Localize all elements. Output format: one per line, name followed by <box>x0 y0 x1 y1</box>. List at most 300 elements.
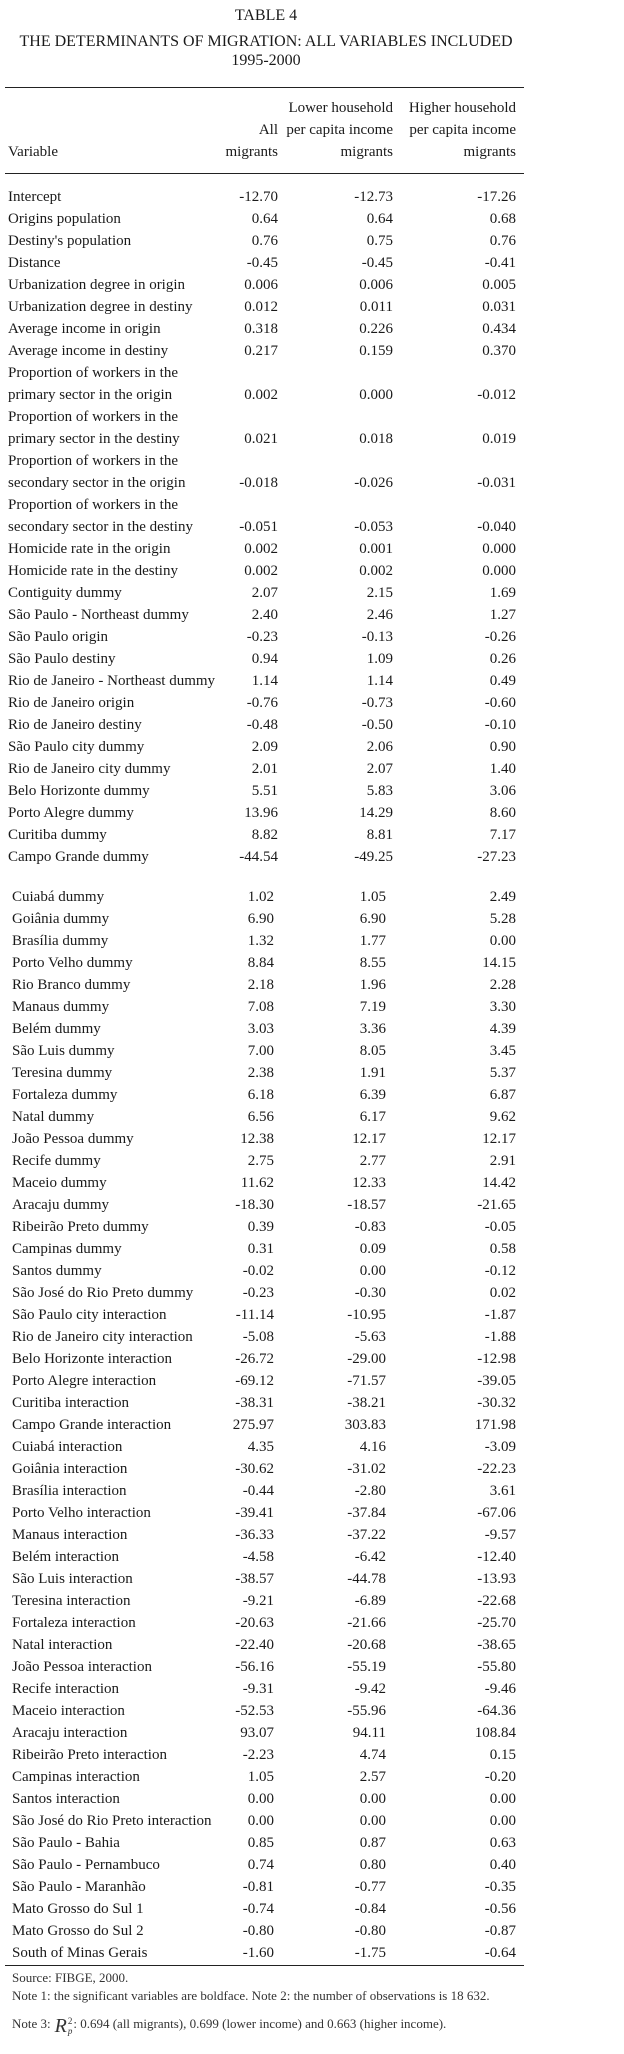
variable-label-line: Origins population <box>8 211 121 227</box>
header-line: migrants <box>340 144 393 160</box>
variable-label-line: São Paulo - Northeast dummy <box>8 607 189 623</box>
table-row <box>8 974 528 996</box>
value-all-migrants: -1.60 <box>242 1945 274 1961</box>
variable-label-line: Distance <box>8 255 61 271</box>
value-higher-income: -22.68 <box>477 1593 516 1609</box>
variable-label <box>12 1392 129 1414</box>
variable-label <box>12 908 109 930</box>
value-higher-income: -0.05 <box>484 1219 516 1235</box>
variable-label <box>12 1810 212 1832</box>
variable-label <box>12 1040 115 1062</box>
value-lower-income: 8.81 <box>366 827 393 843</box>
value-lower-income: -0.77 <box>354 1879 386 1895</box>
variable-label <box>12 1304 167 1326</box>
value-all-migrants: -44.54 <box>239 849 278 865</box>
value-all-migrants: -0.23 <box>242 1285 274 1301</box>
value-higher-income: -64.36 <box>477 1703 516 1719</box>
table-row <box>8 780 528 802</box>
variable-label-line: Belo Horizonte interaction <box>12 1351 172 1367</box>
variable-label <box>12 1854 160 1876</box>
value-all-migrants: 2.38 <box>247 1065 274 1081</box>
value-higher-income: 0.76 <box>489 233 516 249</box>
value-lower-income: 2.06 <box>366 739 393 755</box>
value-all-migrants: -38.57 <box>235 1571 274 1587</box>
table-row <box>8 296 528 318</box>
value-all-migrants: 2.01 <box>251 761 278 777</box>
variable-label <box>8 736 144 758</box>
value-lower-income: -5.63 <box>354 1329 386 1345</box>
value-all-migrants: 0.021 <box>244 431 278 447</box>
value-lower-income: -37.84 <box>347 1505 386 1521</box>
table-row <box>8 1920 528 1942</box>
variable-label-line: Rio de Janeiro destiny <box>8 717 142 733</box>
value-lower-income: 0.001 <box>359 541 393 557</box>
value-lower-income: -10.95 <box>347 1307 386 1323</box>
value-all-migrants: -0.44 <box>242 1483 274 1499</box>
value-higher-income: -30.32 <box>477 1395 516 1411</box>
variable-label <box>8 604 189 626</box>
table-row <box>8 952 528 974</box>
value-higher-income: 7.17 <box>489 827 516 843</box>
value-all-migrants: 0.76 <box>251 233 278 249</box>
variable-label <box>12 1326 193 1348</box>
value-higher-income: 5.37 <box>489 1065 516 1081</box>
variable-label <box>8 318 161 340</box>
value-higher-income: 3.61 <box>489 1483 516 1499</box>
variable-label-line: São Paulo city interaction <box>12 1307 167 1323</box>
table-row <box>8 362 528 406</box>
variable-label-line: Average income in destiny <box>8 343 169 359</box>
value-all-migrants: 3.03 <box>247 1021 274 1037</box>
table-number: TABLE 4 <box>234 7 298 24</box>
value-lower-income: 1.77 <box>359 933 386 949</box>
variable-label <box>12 1106 94 1128</box>
variable-label-line: João Pessoa interaction <box>12 1659 152 1675</box>
table-row <box>8 340 528 362</box>
value-lower-income: -0.80 <box>354 1923 386 1939</box>
value-all-migrants: 2.09 <box>251 739 278 755</box>
table-row <box>8 648 528 670</box>
variable-label <box>12 1788 120 1810</box>
source-note: Source: FIBGE, 2000. <box>12 1970 129 1985</box>
variable-label-line: Natal dummy <box>12 1109 95 1125</box>
variable-label <box>8 802 134 824</box>
table-row <box>8 450 528 494</box>
table-row <box>8 802 528 824</box>
value-all-migrants: 8.82 <box>251 827 278 843</box>
value-lower-income: 0.006 <box>359 277 393 293</box>
table-row <box>8 692 528 714</box>
r-squared-symbol <box>55 2013 73 2037</box>
variable-label <box>12 1942 147 1964</box>
value-all-migrants: 2.07 <box>251 585 278 601</box>
value-higher-income: -0.35 <box>484 1879 516 1895</box>
variable-label-line: Santos interaction <box>12 1791 120 1807</box>
table-body <box>8 186 528 1964</box>
header-line: migrants <box>463 144 516 160</box>
value-lower-income: -20.68 <box>347 1637 386 1653</box>
variable-label-line: Mato Grosso do Sul 1 <box>12 1901 144 1917</box>
variable-label <box>8 230 131 252</box>
variable-label <box>12 1656 152 1678</box>
table-row <box>8 1128 528 1150</box>
variable-label-line: Porto Velho dummy <box>12 955 133 971</box>
variable-label-line: Rio de Janeiro origin <box>8 695 135 711</box>
value-lower-income: -0.84 <box>354 1901 386 1917</box>
value-higher-income: -0.040 <box>477 519 516 535</box>
value-higher-income: -13.93 <box>477 1571 516 1587</box>
value-all-migrants: -0.81 <box>242 1879 274 1895</box>
variable-label <box>12 1700 125 1722</box>
variable-label-line: Brasília dummy <box>12 933 109 949</box>
table-row <box>8 1436 528 1458</box>
value-all-migrants: 2.75 <box>247 1153 274 1169</box>
value-higher-income: 0.00 <box>489 1791 516 1807</box>
value-all-migrants: 1.14 <box>251 673 278 689</box>
value-lower-income: -0.30 <box>354 1285 386 1301</box>
variable-label <box>12 1458 127 1480</box>
value-higher-income: 0.005 <box>482 277 516 293</box>
value-higher-income: -9.46 <box>484 1681 516 1697</box>
variable-label-line: Maceio dummy <box>12 1175 107 1191</box>
value-higher-income: 5.28 <box>489 911 516 927</box>
value-all-migrants: 0.39 <box>247 1219 274 1235</box>
value-lower-income: -1.75 <box>354 1945 386 1961</box>
table-row <box>8 714 528 736</box>
table-row <box>8 1766 528 1788</box>
table-row <box>8 1744 528 1766</box>
table-row <box>8 1700 528 1722</box>
value-higher-income: -0.41 <box>484 255 516 271</box>
value-higher-income: 0.00 <box>489 933 516 949</box>
variable-label <box>12 1260 102 1282</box>
value-higher-income: 0.26 <box>489 651 516 667</box>
variable-label-line: secondary sector in the origin <box>8 475 186 491</box>
variable-label-line: São Luis dummy <box>12 1043 115 1059</box>
value-lower-income: 0.09 <box>359 1241 386 1257</box>
value-all-migrants: 0.002 <box>244 563 278 579</box>
variable-label-line: Intercept <box>8 189 62 205</box>
value-all-migrants: -0.45 <box>246 255 278 271</box>
variable-label-line: Campinas dummy <box>12 1241 122 1257</box>
value-lower-income: 8.05 <box>359 1043 386 1059</box>
r-sub: p <box>67 2026 73 2037</box>
variable-label-line: Campo Grande dummy <box>8 849 149 865</box>
value-all-migrants: -20.63 <box>235 1615 274 1631</box>
value-all-migrants: -9.21 <box>242 1593 274 1609</box>
variable-label-line: Homicide rate in the origin <box>8 541 171 557</box>
variable-label <box>8 846 149 868</box>
value-lower-income: -0.13 <box>361 629 393 645</box>
variable-label-line: Goiânia interaction <box>12 1461 128 1477</box>
variable-label-line: Proportion of workers in the <box>8 365 178 381</box>
table-row <box>8 1942 528 1964</box>
variable-label <box>12 1612 136 1634</box>
value-higher-income: -27.23 <box>477 849 516 865</box>
value-lower-income: -0.83 <box>354 1219 386 1235</box>
value-lower-income: -38.21 <box>347 1395 386 1411</box>
variable-label <box>12 1238 122 1260</box>
value-higher-income: 9.62 <box>489 1109 516 1125</box>
value-higher-income: 3.30 <box>489 999 516 1015</box>
table-row <box>8 626 528 648</box>
value-higher-income: -0.012 <box>477 387 516 403</box>
variable-label <box>12 1920 144 1942</box>
value-lower-income: -49.25 <box>354 849 393 865</box>
variable-label-line: Manaus dummy <box>12 999 110 1015</box>
value-higher-income: 1.69 <box>489 585 516 601</box>
header-line: Lower household <box>288 100 393 116</box>
value-all-migrants: 2.40 <box>251 607 278 623</box>
variable-label <box>8 626 108 648</box>
variable-label <box>12 1216 149 1238</box>
value-all-migrants: -39.41 <box>235 1505 274 1521</box>
value-all-migrants: -0.02 <box>242 1263 274 1279</box>
value-lower-income: -37.22 <box>347 1527 386 1543</box>
value-higher-income: 1.27 <box>489 607 516 623</box>
value-all-migrants: -36.33 <box>235 1527 274 1543</box>
value-lower-income: 0.00 <box>359 1791 386 1807</box>
value-all-migrants: 1.05 <box>247 1769 274 1785</box>
table-row <box>8 1876 528 1898</box>
value-all-migrants: 93.07 <box>240 1725 274 1741</box>
variable-label <box>8 758 170 780</box>
value-higher-income: 0.90 <box>489 739 516 755</box>
table-row <box>8 538 528 560</box>
value-lower-income: 0.00 <box>359 1813 386 1829</box>
table-row <box>8 1304 528 1326</box>
table-row <box>8 1216 528 1238</box>
variable-label <box>8 406 180 450</box>
value-all-migrants: -11.14 <box>235 1307 274 1323</box>
value-lower-income: -31.02 <box>347 1461 386 1477</box>
value-lower-income: -71.57 <box>347 1373 386 1389</box>
value-higher-income: 0.68 <box>489 211 516 227</box>
variable-label-line: São Paulo - Bahia <box>12 1835 120 1851</box>
value-higher-income: 0.434 <box>482 321 516 337</box>
table-row <box>8 1172 528 1194</box>
table-row <box>8 1392 528 1414</box>
variable-label-line: Cuiabá interaction <box>12 1439 123 1455</box>
table-row <box>8 1656 528 1678</box>
value-higher-income: -0.64 <box>484 1945 516 1961</box>
value-all-migrants: -4.58 <box>242 1549 274 1565</box>
variable-label-line: Manaus interaction <box>12 1527 128 1543</box>
value-lower-income: 0.018 <box>359 431 393 447</box>
value-higher-income: 0.58 <box>489 1241 516 1257</box>
value-higher-income: 0.000 <box>482 563 516 579</box>
value-higher-income: 1.40 <box>489 761 516 777</box>
variable-label-line: Proportion of workers in the <box>8 409 178 425</box>
variable-label <box>12 1348 172 1370</box>
variable-label-line: Recife dummy <box>12 1153 101 1169</box>
variable-label <box>8 340 168 362</box>
value-all-migrants: -0.051 <box>239 519 278 535</box>
value-higher-income: -0.60 <box>484 695 516 711</box>
table-row <box>8 1370 528 1392</box>
variable-label-line: Brasília interaction <box>12 1483 127 1499</box>
value-all-migrants: -0.80 <box>242 1923 274 1939</box>
value-lower-income: 2.07 <box>366 761 393 777</box>
value-all-migrants: 0.94 <box>251 651 278 667</box>
value-all-migrants: -52.53 <box>235 1703 274 1719</box>
value-higher-income: 0.00 <box>489 1813 516 1829</box>
value-lower-income: 1.96 <box>359 977 386 993</box>
value-all-migrants: 0.85 <box>247 1835 274 1851</box>
value-lower-income: 0.75 <box>366 233 393 249</box>
variable-label <box>8 714 142 736</box>
variable-label <box>12 1128 134 1150</box>
variable-label <box>12 1546 119 1568</box>
variable-label-line: Curitiba dummy <box>8 827 107 843</box>
value-all-migrants: 4.35 <box>247 1439 274 1455</box>
variable-label <box>12 930 108 952</box>
value-higher-income: 0.63 <box>489 1835 516 1851</box>
value-higher-income: -55.80 <box>477 1659 516 1675</box>
value-higher-income: 108.84 <box>474 1725 516 1741</box>
value-lower-income: 12.33 <box>352 1175 386 1191</box>
table-row <box>8 758 528 780</box>
value-lower-income: -0.053 <box>354 519 393 535</box>
variable-label <box>12 1414 171 1436</box>
value-lower-income: -21.66 <box>347 1615 386 1631</box>
variable-label-line: Belém interaction <box>12 1549 120 1565</box>
value-all-migrants: -30.62 <box>235 1461 274 1477</box>
table-row <box>8 604 528 626</box>
value-lower-income: 0.226 <box>359 321 393 337</box>
value-lower-income: -2.80 <box>354 1483 386 1499</box>
table-row <box>8 1634 528 1656</box>
variable-label <box>12 1084 117 1106</box>
value-higher-income: 171.98 <box>474 1417 516 1433</box>
header-higher-income <box>409 97 516 163</box>
value-all-migrants: 0.31 <box>247 1241 274 1257</box>
variable-label <box>8 186 61 208</box>
value-higher-income: -0.031 <box>477 475 516 491</box>
value-lower-income: -18.57 <box>347 1197 386 1213</box>
table-row <box>8 1590 528 1612</box>
value-higher-income: 0.49 <box>489 673 516 689</box>
value-higher-income: 0.000 <box>482 541 516 557</box>
table-row <box>8 846 528 868</box>
value-all-migrants: 275.97 <box>232 1417 274 1433</box>
table-row <box>8 230 528 252</box>
variable-label-line: João Pessoa dummy <box>12 1131 134 1147</box>
variable-label-line: Contiguity dummy <box>8 585 122 601</box>
variable-label-line: Homicide rate in the destiny <box>8 563 178 579</box>
variable-label <box>12 1282 193 1304</box>
variable-label <box>12 1568 133 1590</box>
value-all-migrants: 0.00 <box>247 1813 274 1829</box>
table-row <box>8 1282 528 1304</box>
table-row <box>8 824 528 846</box>
value-higher-income: -0.87 <box>484 1923 516 1939</box>
variable-label <box>8 780 150 802</box>
value-lower-income: 0.011 <box>359 299 393 315</box>
variable-label-line: Ribeirão Preto dummy <box>12 1219 149 1235</box>
variable-label <box>8 208 121 230</box>
variable-label-line: Teresina dummy <box>12 1065 113 1081</box>
value-all-migrants: 0.64 <box>251 211 278 227</box>
value-all-migrants: 6.18 <box>247 1087 274 1103</box>
table-row <box>8 274 528 296</box>
value-all-migrants: -0.23 <box>246 629 278 645</box>
header-rule <box>5 173 524 174</box>
value-lower-income: -9.42 <box>354 1681 386 1697</box>
table-row <box>8 406 528 450</box>
value-lower-income: 1.09 <box>366 651 393 667</box>
variable-label-line: Fortaleza interaction <box>12 1615 136 1631</box>
header-line: Higher household <box>408 100 516 116</box>
value-all-migrants: -0.74 <box>242 1901 274 1917</box>
table-row <box>8 208 528 230</box>
value-higher-income: 6.87 <box>489 1087 516 1103</box>
value-lower-income: -29.00 <box>347 1351 386 1367</box>
variable-label-line: Teresina interaction <box>12 1593 131 1609</box>
variable-label-line: Proportion of workers in the <box>8 453 178 469</box>
table-row <box>8 1260 528 1282</box>
table-row <box>8 1788 528 1810</box>
variable-label <box>12 1898 144 1920</box>
value-all-migrants: 7.00 <box>247 1043 274 1059</box>
value-all-migrants: -38.31 <box>235 1395 274 1411</box>
value-higher-income: 8.60 <box>489 805 516 821</box>
value-all-migrants: 11.62 <box>240 1175 274 1191</box>
value-lower-income: 2.46 <box>366 607 393 623</box>
variable-label-line: Urbanization degree in destiny <box>8 299 193 315</box>
value-higher-income: -38.65 <box>477 1637 516 1653</box>
value-lower-income: 4.74 <box>359 1747 386 1763</box>
variable-label-line: Recife interaction <box>12 1681 120 1697</box>
value-lower-income: 6.90 <box>359 911 386 927</box>
variable-label <box>8 582 122 604</box>
variable-label-line: São José do Rio Preto dummy <box>12 1285 194 1301</box>
value-higher-income: 12.17 <box>482 1131 516 1147</box>
variable-label-line: Mato Grosso do Sul 2 <box>12 1923 144 1939</box>
r-sup: 2 <box>67 2016 73 2027</box>
variable-label <box>12 1678 119 1700</box>
table-row <box>8 1018 528 1040</box>
variable-label-line: Maceio interaction <box>12 1703 125 1719</box>
value-higher-income: -39.05 <box>477 1373 516 1389</box>
value-all-migrants: 6.56 <box>247 1109 274 1125</box>
value-all-migrants: -18.30 <box>235 1197 274 1213</box>
variable-label-line: Belém dummy <box>12 1021 101 1037</box>
variable-label-line: Rio de Janeiro city dummy <box>8 761 171 777</box>
value-all-migrants: 0.00 <box>247 1791 274 1807</box>
table-row <box>8 318 528 340</box>
variable-label <box>8 450 185 494</box>
value-lower-income: -0.50 <box>361 717 393 733</box>
variable-label <box>8 692 134 714</box>
note-3 <box>12 2012 446 2037</box>
value-lower-income: 3.36 <box>359 1021 386 1037</box>
table-row <box>8 1898 528 1920</box>
value-higher-income: -22.23 <box>477 1461 516 1477</box>
value-all-migrants: -22.40 <box>235 1637 274 1653</box>
value-lower-income: 0.000 <box>359 387 393 403</box>
variable-label <box>8 670 215 692</box>
variable-label-line: Natal interaction <box>12 1637 113 1653</box>
value-lower-income: 0.87 <box>359 1835 386 1851</box>
variable-label <box>12 1480 127 1502</box>
table-row <box>8 560 528 582</box>
variable-label <box>12 996 109 1018</box>
variable-label-line: Average income in origin <box>8 321 161 337</box>
table-row <box>8 1414 528 1436</box>
table-row <box>8 1106 528 1128</box>
variable-label-line: Curitiba interaction <box>12 1395 130 1411</box>
